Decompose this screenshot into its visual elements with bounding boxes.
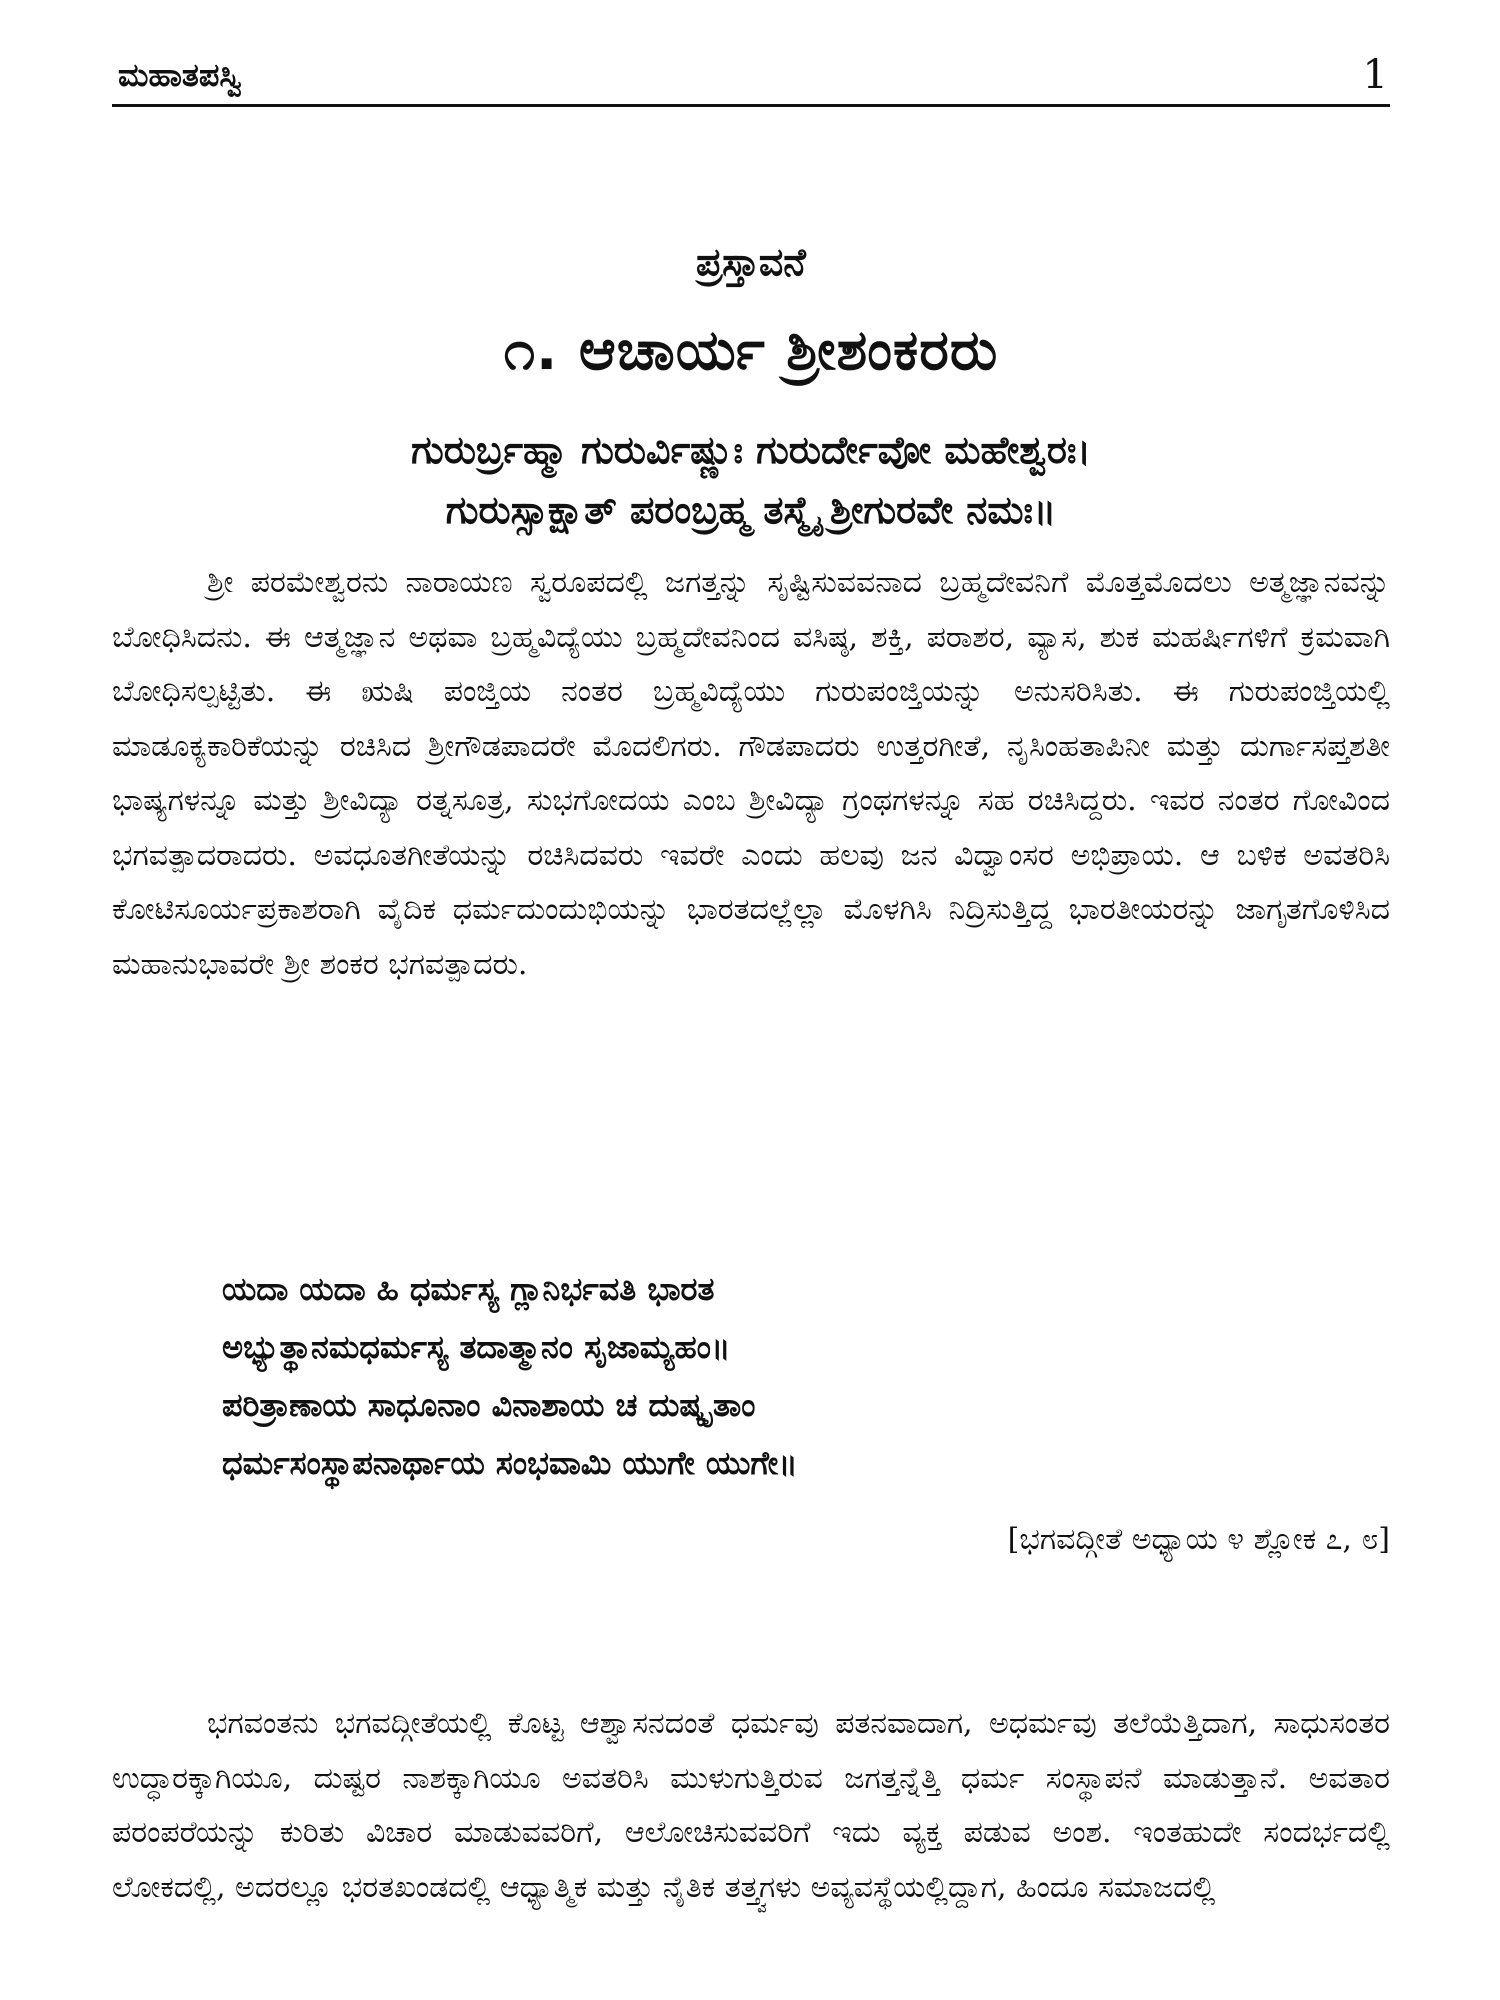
invocation-line: ಗುರುಸ್ಸಾಕ್ಷಾತ್ ಪರಂಬ್ರಹ್ಮ ತಸ್ಮೈ ಶ್ರೀಗುರವೇ ನಮಃ॥	[445, 488, 1057, 532]
running-title: ಮಹಾತಪಸ್ವಿ	[118, 56, 243, 94]
invocation-verse	[112, 420, 1390, 540]
verse-line: ಧರ್ಮಸಂಸ್ಥಾಪನಾರ್ಥಾಯ ಸಂಭವಾಮಿ ಯುಗೇ ಯುಗೇ॥	[222, 1444, 798, 1482]
body-paragraph: ಶ್ರೀ ಪರಮೇಶ್ವರನು ನಾರಾಯಣ ಸ್ವರೂಪದಲ್ಲಿ ಜಗತ್ತನ್ನು ಸೃಷ್ಟಿಸುವವನಾದ ಬ್ರಹ್ಮದೇವನಿಗೆ ಮೊತ್ತಮೊದಲು ಅತ್ಮಜ್ಞಾನವನ್ನು ಬೋಧಿಸಿದನು. ಈ ಆತ್ಮಜ್ಞಾನ ಅಥವಾ ಬ್ರಹ್ಮವಿದ್ಯೆಯು ಬ್ರಹ್ಮದೇವನಿಂದ ವಸಿಷ್ಠ, ಶಕ್ತಿ, ಪರಾಶರ, ವ್ಯಾಸ, ಶುಕ ಮಹರ್ಷಿಗಳಿಗೆ ಕ್ರಮವಾಗಿ ಬೋಧಿಸಲ್ಪಟ್ಟಿತು. ಈ ಋಷಿ ಪಂಜ್ತಿಯ ನಂತರ ಬ್ರಹ್ಮವಿದ್ಯೆಯು ಗುರುಪಂಜ್ತಿಯನ್ನು ಅನುಸರಿಸಿತು. ಈ ಗುರುಪಂಜ್ತಿಯಲ್ಲಿ ಮಾಡೂಕ್ಯಕಾರಿಕೆಯನ್ನು ರಚಿಸಿದ ಶ್ರೀಗೌಡಪಾದರೇ ಮೊದಲಿಗರು. ಗೌಡಪಾದರು ಉತ್ತರಗೀತೆ, ನೃಸಿಂಹತಾಪಿನೀ ಮತ್ತು ದುರ್ಗಾಸಪ್ತಶತೀ ಭಾಷ್ಯಗಳನ್ನೂ ಮತ್ತು ಶ್ರೀವಿದ್ಯಾ ರತ್ನಸೂತ್ರ, ಸುಭಗೋದಯ ಎಂಬ ಶ್ರೀವಿದ್ಯಾ ಗ್ರಂಥಗಳನ್ನೂ ಸಹ ರಚಿಸಿದ್ದರು. ಇವರ ನಂತರ ಗೋವಿಂದ ಭಗವತ್ಪಾದರಾದರು. ಅವಧೂತಗೀತೆಯನ್ನು ರಚಿಸಿದವರು ಇವರೇ ಎಂದು ಹಲವು ಜನ ವಿದ್ವಾಂಸರ ಅಭಿಪ್ರಾಯ. ಆ ಬಳಿಕ ಅವತರಿಸಿ ಕೋಟಿಸೂರ್ಯಪ್ರಕಾಶರಾಗಿ ವೈದಿಕ ಧರ್ಮದುಂದುಭಿಯನ್ನು ಭಾರತದಲ್ಲೆಲ್ಲಾ ಮೊಳಗಿಸಿ ನಿದ್ರಿಸುತ್ತಿದ್ದ ಭಾರತೀಯರನ್ನು ಜಾಗೃತಗೊಳಿಸಿದ ಮಹಾನುಭಾವರೇ ಶ್ರೀ ಶಂಕರ ಭಗವತ್ಪಾದರು.	[112, 565, 1390, 982]
section-label: ಪ್ರಸ್ತಾವನೆ	[696, 240, 806, 284]
page-number: 1	[1362, 52, 1388, 98]
verse-line: ಅಭ್ಯುತ್ಥಾನಮಧರ್ಮಸ್ಯ ತದಾತ್ಮಾನಂ ಸೃಜಾಮ್ಯಹಂ॥	[222, 1328, 731, 1366]
verse-line: ಪರಿತ್ರಾಣಾಯ ಸಾಧೂನಾಂ ವಿನಾಶಾಯ ಚ ದುಷ್ಕೃತಾಂ	[222, 1386, 756, 1424]
running-head	[118, 52, 1388, 104]
gita-verse	[222, 1260, 1222, 1492]
body-paragraph: ಭಗವಂತನು ಭಗವದ್ಗೀತೆಯಲ್ಲಿ ಕೊಟ್ಟ ಆಶ್ವಾಸನದಂತೆ ಧರ್ಮವು ಪತನವಾದಾಗ, ಅಧರ್ಮವು ತಲೆಯೆತ್ತಿದಾಗ, ಸಾಧುಸಂತರ ಉದ್ಧಾರಕ್ಕಾಗಿಯೂ, ದುಷ್ಟರ ನಾಶಕ್ಕಾಗಿಯೂ ಅವತರಿಸಿ ಮುಳುಗುತ್ತಿರುವ ಜಗತ್ತನ್ನೆತ್ತಿ ಧರ್ಮ ಸಂಸ್ಥಾಪನೆ ಮಾಡುತ್ತಾನೆ. ಅವತಾರ ಪರಂಪರೆಯನ್ನು ಕುರಿತು ವಿಚಾರ ಮಾಡುವವರಿಗೆ, ಆಲೋಚಿಸುವವರಿಗೆ ಇದು ವ್ಯಕ್ತ ಪಡುವ ಅಂಶ. ಇಂತಹುದೇ ಸಂದರ್ಭದಲ್ಲಿ ಲೋಕದಲ್ಲಿ, ಅದರಲ್ಲೂ ಭರತಖಂಡದಲ್ಲಿ ಆಧ್ಯಾತ್ಮಿಕ ಮತ್ತು ನೈತಿಕ ತತ್ತ್ವಗಳು ಅವ್ಯವಸ್ಥೆಯಲ್ಲಿದ್ದಾಗ, ಹಿಂದೂ ಸಮಾಜದಲ್ಲಿ	[112, 1706, 1390, 1905]
chapter-title: ೧. ಆಚಾರ್ಯ ಶ್ರೀಶಂಕರರು	[503, 318, 999, 383]
invocation-line: ಗುರುರ್ಬ್ರಹ್ಮಾ ಗುರುರ್ವಿಷ್ಣುಃ ಗುರುರ್ದೇವೋ ಮಹೇಶ್ವರಃ।	[411, 428, 1091, 472]
header-rule	[112, 104, 1390, 107]
verse-citation: [ಭಗವದ್ಗೀತೆ ಅಧ್ಯಾಯ ೪ ಶ್ಲೋಕ ೭, ೮]	[1007, 1522, 1390, 1557]
verse-line: ಯದಾ ಯದಾ ಹಿ ಧರ್ಮಸ್ಯ ಗ್ಲಾನಿರ್ಭವತಿ ಭಾರತ	[222, 1270, 715, 1308]
